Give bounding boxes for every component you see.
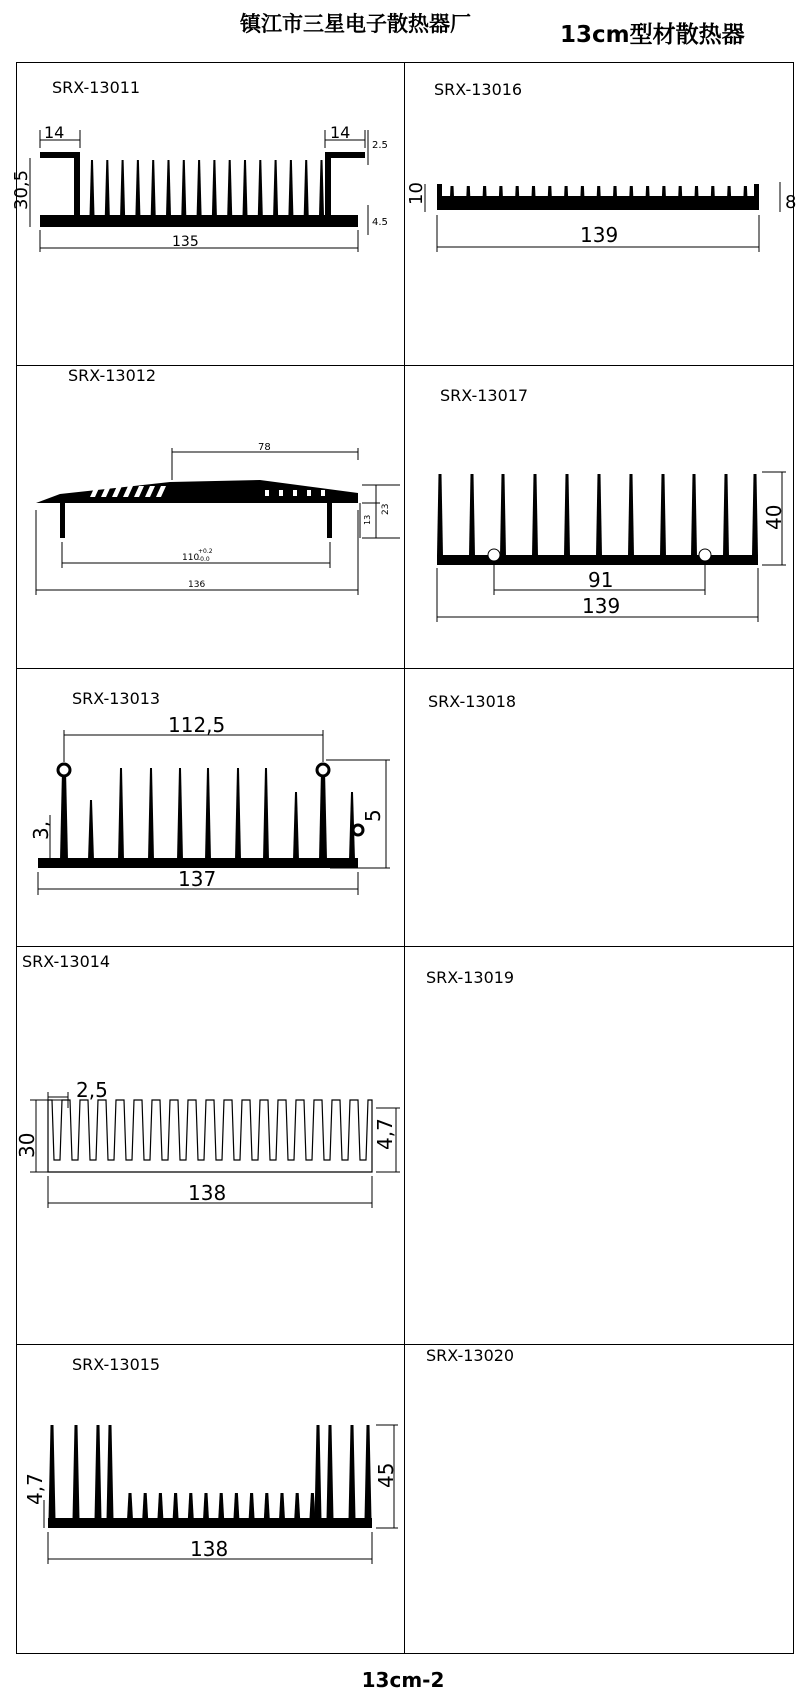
dim-fin: 2,5	[76, 1078, 108, 1102]
fin	[142, 1493, 148, 1520]
dim-width: 138	[190, 1537, 229, 1561]
product-code: SRX-13011	[52, 78, 141, 97]
fin	[264, 1493, 270, 1520]
dim-top-right: 14	[330, 123, 351, 142]
product-code: SRX-13014	[22, 952, 111, 971]
product-code: SRX-13012	[68, 366, 157, 385]
product-code: SRX-13018	[428, 692, 517, 711]
dim-width: 138	[188, 1181, 227, 1205]
dim-inner: 91	[588, 568, 614, 592]
company-name: 镇江市三星电子散热器厂	[240, 12, 471, 36]
fin	[107, 1425, 114, 1520]
dim-left: 3,	[29, 820, 53, 840]
fin	[188, 1493, 194, 1520]
fin	[203, 1493, 209, 1520]
dim-top: 78	[258, 442, 271, 453]
dim-left: 10	[406, 182, 427, 205]
dim-inner: 110	[182, 553, 200, 563]
dim-width: 139	[582, 594, 621, 618]
dim-right: 5	[361, 809, 385, 822]
dim-right: 45	[374, 1462, 398, 1488]
dim-width: 139	[580, 223, 619, 247]
fin	[95, 1425, 102, 1520]
fin	[49, 1425, 56, 1520]
fin	[309, 1493, 315, 1520]
dim-right: 8	[785, 192, 797, 213]
dim-width: 137	[178, 867, 217, 891]
dim-height: 30	[15, 1132, 39, 1158]
page-number: 13cm-2	[361, 1668, 445, 1692]
dim-h2: 23	[381, 503, 391, 515]
dim-inner-tol-down: -0.0	[198, 556, 210, 563]
product-code: SRX-13019	[426, 968, 515, 987]
dim-height: 40	[762, 504, 786, 530]
dim-width: 135	[172, 234, 199, 250]
fin	[349, 1425, 356, 1520]
fin	[365, 1425, 372, 1520]
dim-small-top: 2.5	[372, 140, 388, 151]
fin	[315, 1425, 322, 1520]
fin	[127, 1493, 133, 1520]
dim-right: 4,7	[373, 1118, 397, 1150]
product-code: SRX-13016	[434, 80, 523, 99]
fin	[173, 1493, 179, 1520]
dim-base: 4.5	[372, 217, 388, 228]
fin	[233, 1493, 239, 1520]
fin	[294, 1493, 300, 1520]
product-code: SRX-13017	[440, 386, 529, 405]
fin	[218, 1493, 224, 1520]
dim-top-left: 14	[44, 123, 65, 142]
fin	[157, 1493, 163, 1520]
dim-h1: 13	[363, 514, 372, 525]
fin	[249, 1493, 255, 1520]
dim-inner-tol-up: +0.2	[198, 548, 213, 555]
fin	[279, 1493, 285, 1520]
fin	[73, 1425, 80, 1520]
product-code: SRX-13015	[72, 1355, 161, 1374]
dim-top: 112,5	[168, 713, 226, 737]
product-code: SRX-13020	[426, 1346, 515, 1365]
fin	[327, 1425, 334, 1520]
catalog-title: 13cm型材散热器	[560, 22, 745, 48]
product-code: SRX-13013	[72, 689, 161, 708]
dim-height: 30,5	[11, 169, 32, 210]
dim-left: 4,7	[23, 1473, 47, 1505]
dim-width: 136	[188, 580, 206, 590]
